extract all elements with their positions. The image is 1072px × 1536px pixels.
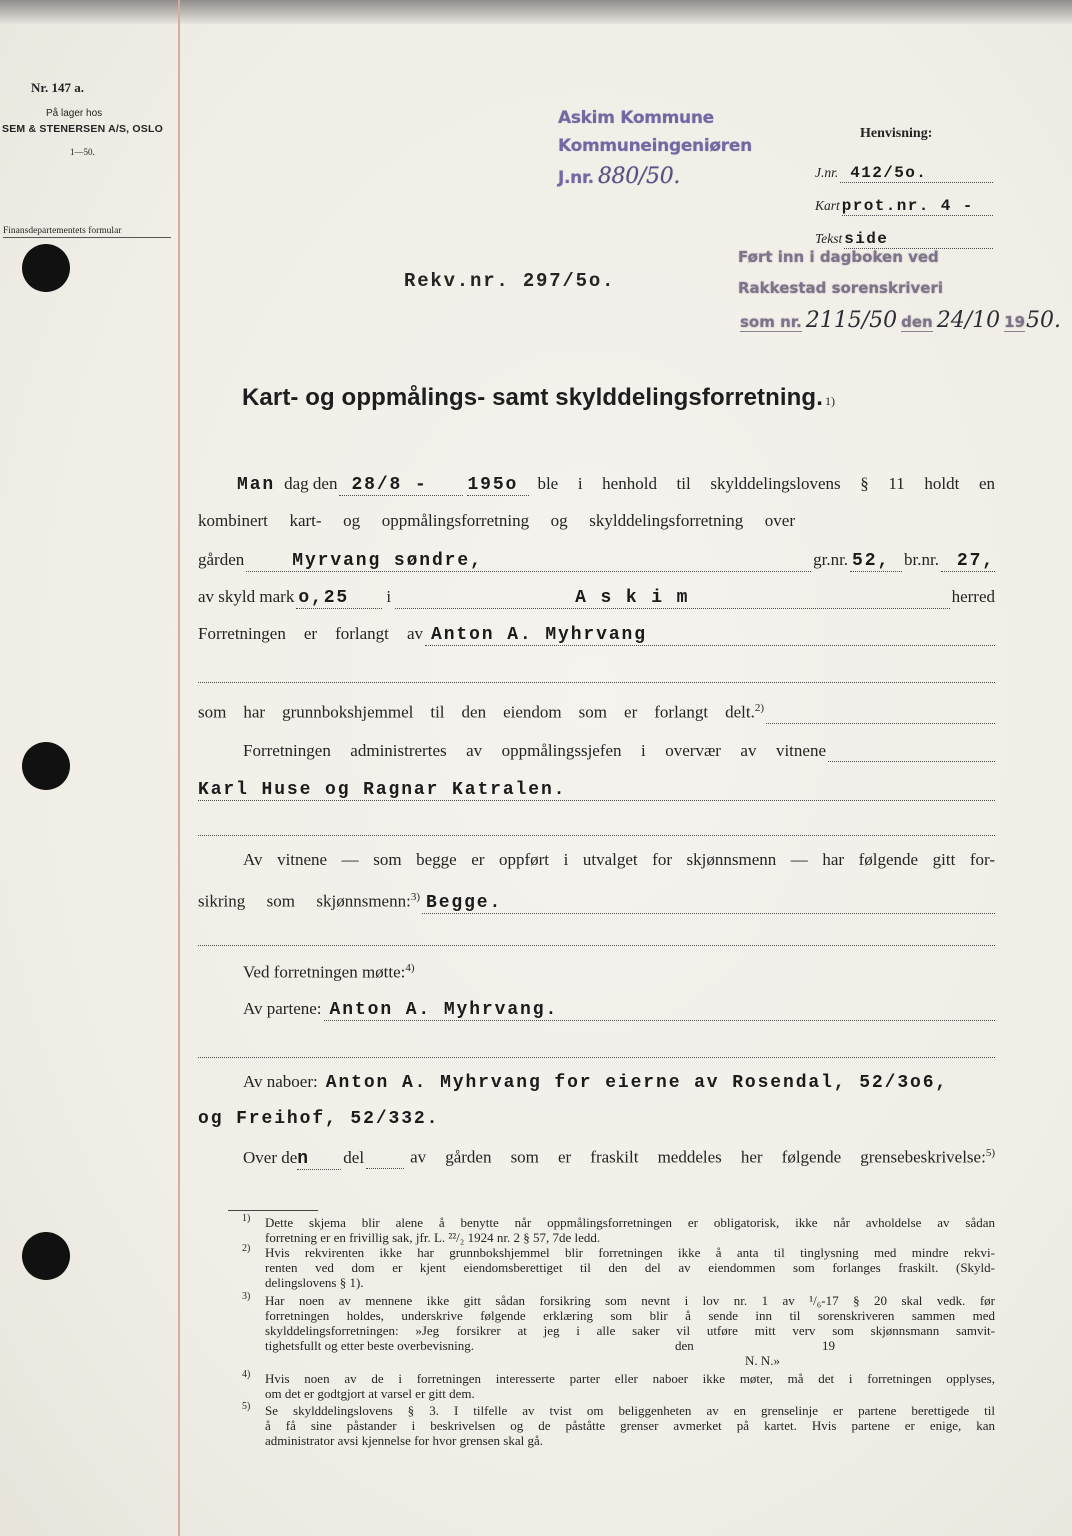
form-line-attended [243, 962, 415, 988]
footnote-year: 19 [822, 1338, 835, 1353]
publisher: SEM & STENERSEN A/S, OSLO [2, 123, 163, 135]
reference-tekst [815, 230, 995, 249]
footnote-3 [242, 1293, 995, 1368]
brnr-label: br.nr. [904, 550, 939, 569]
footnote-line: Har noen av mennene ikke gitt sådan forsikring som nevnt i lov nr. 1 av ¹/₆-17 § 20 skal vedk. før [265, 1293, 995, 1308]
form-line-admin [243, 741, 995, 767]
form-line-witnesses [198, 780, 995, 806]
document-title [242, 384, 942, 412]
oath-label [198, 891, 420, 912]
footnote-line: om det er godtgjort at varsel er gitt dem. [265, 1386, 475, 1401]
attended-label-body: Ved forretningen møtte: [243, 962, 406, 982]
dotted-fill [366, 1150, 404, 1169]
court-date-label: den [901, 313, 933, 331]
form-line-blank [198, 817, 995, 843]
footnote-line: renten ved dom er kjent eiendomsberettiget til den del av eiendommen som forlanges fraskilt. (Skyld- [265, 1260, 995, 1275]
blank-dotted-line [198, 927, 995, 946]
court-stamp-line: Rakkestad sorenskriveri [738, 279, 943, 297]
footnote-number: 4) [242, 1369, 251, 1380]
stamp-jnr-label: J.nr. [558, 168, 594, 188]
footnote-5 [242, 1403, 995, 1448]
over-value: n [297, 1149, 341, 1170]
court-stamp-line: Ført inn i dagboken ved [738, 248, 939, 266]
ministry-label: Finansdepartementets formular [3, 226, 171, 238]
municipality-stamp [558, 108, 752, 192]
attended-label [243, 962, 415, 983]
grnr-value: 52, [850, 551, 902, 572]
form-line-blank [198, 927, 995, 953]
form-line-blank [198, 664, 995, 690]
edition: 1—50. [70, 147, 95, 157]
footnote-den: den [675, 1338, 694, 1353]
form-line-parties [243, 999, 995, 1025]
requested-by-value: Anton A. Myhrvang [425, 625, 995, 646]
footnote-line: å få sine påstander i beskrivelsen og de påståtte grenser avmerket på kartet. Hvis partene er enige, kan [265, 1418, 995, 1433]
footnote-line: Hvis noen av de i forretningen interesserte parter eller naboer ikke møter, må det i forretningen opplyses, [265, 1371, 995, 1386]
farm-label: gården [198, 550, 245, 569]
form-line-oath-value [198, 891, 995, 917]
form-line-intro [198, 511, 795, 537]
punch-hole [22, 1232, 70, 1280]
footnote-1 [242, 1215, 995, 1245]
footnote-line: forretningen holdes, underskrive følgende erklæring som blir å sende inn til sorenskriveren sammen med [265, 1308, 995, 1323]
dotted-fill [766, 705, 995, 724]
line2-text: kombinert kart- og oppmålingsforretning og skylddelingsforretning over [198, 511, 795, 530]
blank-dotted-line [198, 664, 995, 683]
parties-label: Av partene: [243, 999, 322, 1018]
title-footnote-ref: 1) [824, 394, 835, 408]
municipality-value: A s k i m [395, 588, 950, 609]
reference-title: Henvisning: [860, 126, 933, 141]
reference-kart-label: Kart [815, 198, 840, 213]
form-line-farm [198, 550, 995, 576]
form-line-date [198, 474, 995, 500]
footnote-closing-line [265, 1338, 995, 1353]
hjemmel-text-body: som har grunnbokshjemmel til den eiendom som er forlangt delt. [198, 702, 755, 722]
stock-line: På lager hos [46, 108, 103, 119]
footnote-line: delingslovens § 1). [265, 1275, 364, 1290]
stamp-jnr [558, 164, 752, 192]
court-year-prefix: 19 [1004, 313, 1026, 331]
date-value: 28/8 - [339, 475, 463, 496]
hjemmel-text [198, 702, 764, 723]
title-text: Kart- og oppmålings- samt skylddelingsforretning. [242, 384, 823, 411]
punch-hole [22, 742, 70, 790]
footnote-signature-line [265, 1353, 995, 1368]
footnote-number: 1) [242, 1213, 251, 1224]
reference-jnr [815, 164, 995, 183]
witnesses-value: Karl Huse og Ragnar Katralen. [198, 780, 995, 801]
oath-text: Av vitnene — som begge er oppført i utvalget for skjønnsmenn — har følgende gitt for- [243, 850, 995, 869]
neighbours-label: Av naboer: [243, 1072, 318, 1091]
footnote-number: 2) [242, 1243, 251, 1254]
herred-label: herred [951, 587, 995, 606]
farm-value: Myrvang søndre, [246, 551, 811, 572]
oath-value: Begge. [422, 893, 995, 914]
reference-tekst-label: Tekst [815, 231, 843, 246]
court-date-value: 24/10 [936, 308, 1001, 333]
oath-label-body: sikring som skjønnsmenn: [198, 891, 411, 911]
i-label: i [386, 587, 392, 606]
boundary-text-body: av gården som er fraskilt meddeles her følgende grensebeskrivelse: [410, 1147, 986, 1167]
footnote-rule [228, 1210, 318, 1211]
skyld-value: o,25 [296, 588, 382, 609]
form-number: Nr. 147 a. [31, 80, 84, 95]
footnote-4 [242, 1371, 995, 1401]
footnote-line: Dette skjema blir alene å benytte når oppmålingsforretningen er obligatorisk, ikke når avholdelse av sådan [265, 1215, 995, 1230]
footnote-line: administrator avsi kjennelse for hvor grensen skal gå. [265, 1433, 543, 1448]
reference-kart [815, 197, 995, 216]
footnote-line: skylddelingsforretningen: »Jeg forsikrer at jeg i alle saker vil utføre mitt verv som skjønnsmann samvit- [265, 1323, 995, 1338]
reference-jnr-value: 412/5o. [840, 164, 993, 183]
requested-label: Forretningen er forlangt av [198, 624, 423, 643]
footnote-number: 3) [242, 1291, 251, 1302]
grnr-label: gr.nr. [813, 550, 849, 569]
form-line-boundary [243, 1147, 995, 1173]
blank-dotted-line [198, 1039, 995, 1058]
margin-line [178, 0, 180, 1536]
neighbours-value-cont: og Freihof, 52/332. [198, 1109, 440, 1129]
brnr-value: 27, [941, 551, 995, 572]
form-line-neighbours [243, 1072, 995, 1098]
reference-kart-value: prot.nr. 4 - [842, 197, 993, 216]
over-label: Over de [243, 1147, 298, 1167]
footnote-ref: 5) [985, 1147, 995, 1159]
footnote-line: forretning er en frivillig sak, jfr. L. ²²/₂ 1924 nr. 2 § 57, 7de ledd. [265, 1230, 601, 1245]
year-value: 195o [467, 475, 529, 496]
reference-jnr-label: J.nr. [815, 165, 839, 180]
form-line-requested [198, 624, 995, 650]
footnote-ref: 4) [405, 962, 415, 974]
court-stamp [738, 248, 943, 310]
footnote-number: 5) [242, 1401, 251, 1412]
court-nr-label: som nr. [740, 313, 802, 331]
footnote-line: Hvis rekvirenten ikke har grunnbokshjemmel blir forretningen ikke å anta til tinglysning med mindre rekvi- [265, 1245, 995, 1260]
footnote-line: Se skylddelingslovens § 3. I tilfelle av tvist om beliggenheten av en grenselinje er partene berettigede til [265, 1403, 995, 1418]
scan-edge [0, 0, 1072, 24]
requisition-number: Rekv.nr. 297/5o. [404, 270, 616, 292]
form-line-oath [243, 850, 995, 876]
skyld-label: av skyld mark [198, 587, 295, 606]
blank-dotted-line [198, 817, 995, 836]
footnote-ref: 3) [410, 891, 420, 903]
parties-value: Anton A. Myhrvang. [324, 1000, 995, 1021]
footnote-closing: tighetsfullt og etter beste overbevisning. [265, 1338, 475, 1353]
form-line-blank [198, 1039, 995, 1065]
neighbours-value: Anton A. Myhrvang for eierne av Rosendal, 52/3o6, [325, 1073, 949, 1093]
punch-hole [22, 244, 70, 292]
boundary-text [410, 1147, 995, 1168]
stamp-line: Askim Kommune [558, 108, 714, 128]
dotted-fill [828, 743, 995, 762]
stamp-jnr-value: 880/50. [597, 164, 681, 189]
stamp-line: Kommuneingeniøren [558, 136, 752, 156]
form-line-skyld [198, 587, 995, 613]
form-line-hjemmel [198, 702, 995, 728]
footnote-signature: N. N.» [745, 1353, 781, 1368]
line1-text: ble i henhold til skylddelingslovens § 11 holdt en [537, 474, 995, 493]
footnote-2 [242, 1245, 995, 1290]
court-registration [740, 308, 1065, 333]
dag-den-label: dag den [284, 474, 338, 493]
weekday-value: Man [237, 475, 276, 495]
court-nr-value: 2115/50 [805, 308, 898, 333]
form-line-neighbours-cont [198, 1109, 439, 1135]
del-label: del [343, 1147, 365, 1167]
footnote-ref: 2) [754, 702, 764, 714]
court-year-value: 50. [1026, 308, 1062, 333]
reference-tekst-value: side [844, 230, 993, 249]
admin-text: Forretningen administrertes av oppmålingssjefen i overvær av vitnene [243, 741, 826, 760]
